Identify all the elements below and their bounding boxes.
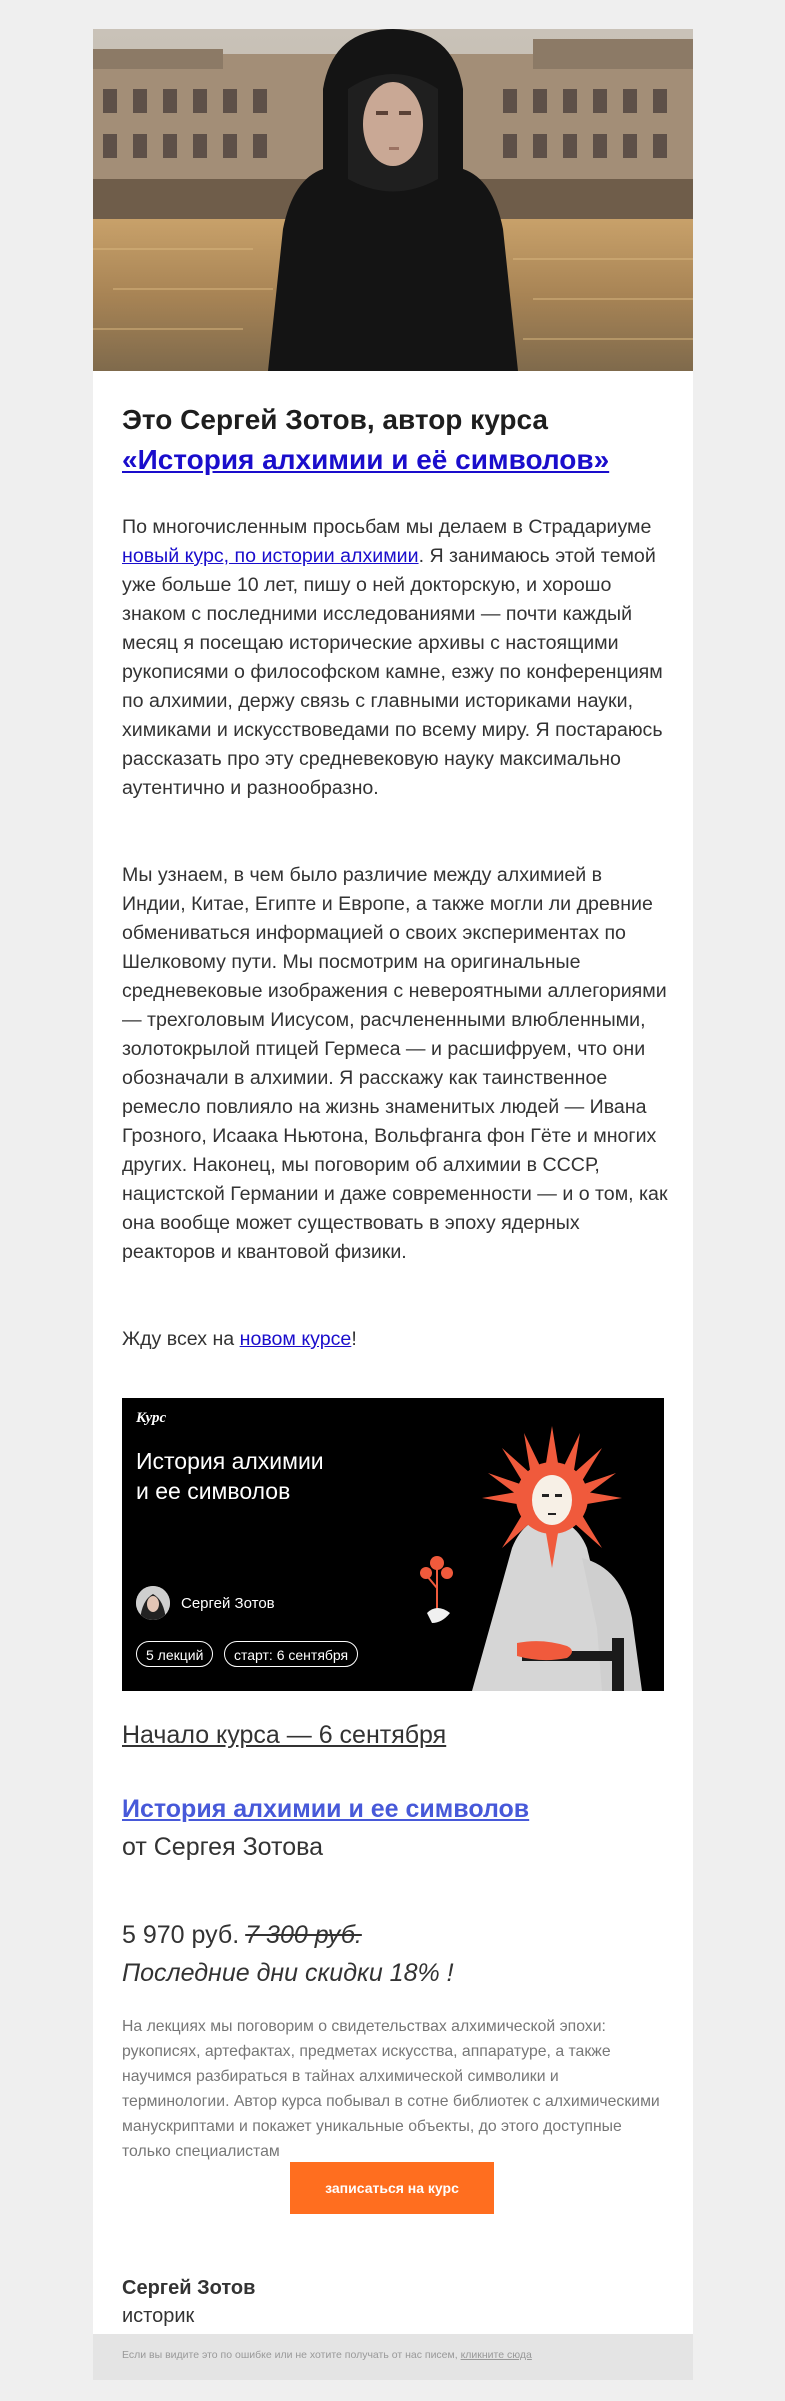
intro-paragraph-3: [122, 1325, 668, 1354]
start-date-badge: старт: 6 сентября: [224, 1641, 358, 1667]
footer-text: Если вы видите это по ошибке или не хотите получать от нас писем,: [122, 2349, 461, 2361]
intro-text: . Я занимаюсь этой темой уже больше 10 лет, пишу о ней докторскую, и хорошо знаком с последними исследованиями — почти каждый месяц я посещаю исторические архивы с настоящими рукописями о философском камне, езжу по конференциям по алхимии, держу связь с главными историками науки, химиками и искусствоведами по всему миру. Я постараюсь рассказать про эту средневековую науку максимально аутентично и разнообразно.: [122, 545, 663, 799]
intro-paragraph-1: [122, 513, 668, 803]
course-banner[interactable]: [122, 1398, 664, 1691]
banner-title: [136, 1446, 324, 1506]
email-card: [93, 29, 693, 2334]
alchemical-figure-with-sun-head-icon: [402, 1418, 664, 1691]
new-course-link-2[interactable]: новом курсе: [239, 1328, 352, 1350]
course-start-date: Начало курса — 6 сентября: [122, 1721, 447, 1749]
signature-name: Сергей Зотов: [122, 2277, 256, 2299]
intro-text: Жду всех на: [122, 1328, 240, 1350]
current-price: 5 970 руб.: [122, 1921, 240, 1949]
avatar: [136, 1586, 170, 1620]
title-line: Это Сергей Зотов, автор курса: [122, 404, 548, 435]
intro-text: !: [351, 1328, 357, 1350]
email-footer: [93, 2334, 693, 2380]
banner-title-line: и ее символов: [136, 1478, 291, 1504]
course-name: [122, 1792, 529, 1826]
intro-text: По многочисленным просьбам мы делаем в Страдариуме: [122, 516, 652, 538]
banner-author: Сергей Зотов: [181, 1595, 275, 1612]
old-price: 7 300 руб.: [245, 1921, 362, 1949]
price-line: [122, 1918, 362, 1952]
unsubscribe-link[interactable]: кликните сюда: [460, 2349, 532, 2361]
new-course-link[interactable]: новый курс, по истории алхимии: [122, 545, 419, 567]
lectures-badge: 5 лекций: [136, 1641, 213, 1667]
banner-title-line: История алхимии: [136, 1448, 324, 1474]
signature-role: историк: [122, 2305, 195, 2327]
course-author-line: от Сергея Зотова: [122, 1833, 324, 1861]
course-description: На лекциях мы поговорим о свидетельствах алхимической эпохи: рукописях, артефактах, предметах искусства, аппаратуре, а также научимся разбираться в тайнах алхимической символики и терминологии. Автор курса побывал в сотне библиотек с алхимическими манускриптами и покажет уникальные объекты, до этого доступные только специалистам: [122, 2018, 660, 2160]
course-name-link[interactable]: История алхимии и ее символов: [122, 1795, 530, 1823]
hero-photo: [93, 29, 693, 371]
page-title: [122, 400, 662, 480]
intro-paragraph-2: Мы узнаем, в чем было различие между алхимией в Индии, Китае, Египте и Европе, а также могли ли древние обмениваться информацией о своих экспериментах по Шелковому пути. Мы посмотрим на оригинальные средневековые изображения с невероятными аллегориями — трехголовым Иисусом, расчлененными влюбленными, золотокрылой птицей Гермеса — и расшифруем, что они обозначали в алхимии. Я расскажу как таинственное ремесло повлияло на жизнь знаменитых людей — Ивана Грозного, Исаака Ньютона, Вольфганга фон Гёте и многих других. Наконец, мы поговорим об алхимии в СССР, нацистской Германии и даже современности — и о том, как она вообще может существовать в эпоху ядерных реакторов и квантовой физики.: [122, 864, 668, 1263]
banner-tag: Курс: [136, 1410, 167, 1426]
hooded-man-photo-icon: [93, 29, 693, 371]
course-title-link[interactable]: «История алхимии и её символов»: [122, 444, 610, 475]
discount-note: Последние дни скидки 18% !: [122, 1959, 454, 1987]
enroll-button[interactable]: записаться на курс: [290, 2162, 494, 2214]
unsubscribe-note: [122, 2349, 532, 2361]
author-avatar-icon: [136, 1586, 170, 1620]
